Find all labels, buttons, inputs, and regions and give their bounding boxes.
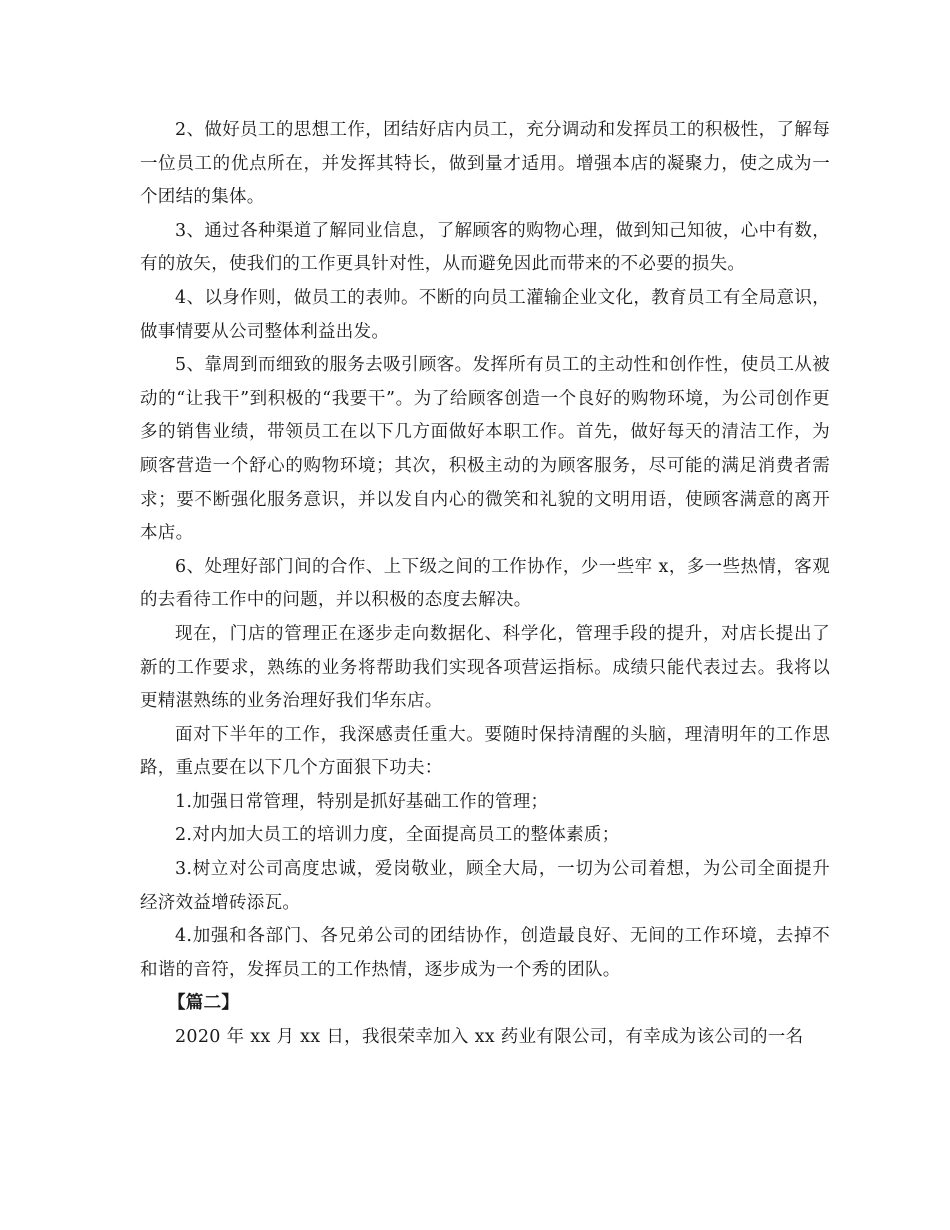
paragraph-current-status: 现在，门店的管理正在逐步走向数据化、科学化，管理手段的提升，对店长提出了新的工作要求，熟练的业务将帮助我们实现各项营运指标。成绩只能代表过去。我将以更精湛熟练的业务治理好我们华东店。 bbox=[140, 623, 830, 712]
paragraph-next-half-plan: 面对下半年的工作，我深感责任重大。要随时保持清醒的头脑，理清明年的工作思路，重点要在以下几个方面狠下功夫： bbox=[140, 724, 830, 779]
paragraph-item-4: 4、以身作则，做员工的表帅。不断的向员工灌输企业文化，教育员工有全局意识，做事情要从公司整体利益出发。 bbox=[140, 287, 830, 342]
paragraph-item-2: 2、做好员工的思想工作，团结好店内员工，充分调动和发挥员工的积极性，了解每一位员工的优点所在，并发挥其特长，做到量才适用。增强本店的凝聚力，使之成为一个团结的集体。 bbox=[140, 120, 830, 208]
plan-list-item-3: 3.树立对公司高度忠诚，爱岗敬业，顾全大局，一切为公司着想，为公司全面提升经济效益增砖添瓦。 bbox=[140, 859, 830, 913]
plan-list-item-2: 2.对内加大员工的培训力度，全面提高员工的整体素质； bbox=[175, 825, 620, 846]
document-body bbox=[140, 114, 830, 1055]
plan-list-item-4: 4.加强和各部门、各兄弟公司的团结协作，创造最良好、无间的工作环境，去掉不和谐的音符，发挥员工的工作热情，逐步成为一个秀的团队。 bbox=[140, 926, 830, 980]
plan-list-item-1: 1.加强日常管理，特别是抓好基础工作的管理； bbox=[175, 791, 549, 812]
closing-paragraph: 2020 年 xx 月 xx 日，我很荣幸加入 xx 药业有限公司，有幸成为该公司的一名 bbox=[175, 1027, 804, 1048]
paragraph-item-6: 6、处理好部门间的合作、上下级之间的工作协作，少一些牢 x，多一些热情，客观的去看待工作中的问题，并以积极的态度去解决。 bbox=[140, 556, 830, 611]
section-heading: 【篇二】 bbox=[168, 993, 240, 1014]
paragraph-item-3: 3、通过各种渠道了解同业信息，了解顾客的购物心理，做到知己知彼，心中有数，有的放矢，使我们的工作更具针对性，从而避免因此而带来的不必要的损失。 bbox=[140, 220, 830, 275]
paragraph-item-5: 5、靠周到而细致的服务去吸引顾客。发挥所有员工的主动性和创作性，使员工从被动的“让我干”到积极的“我要干”。为了给顾客创造一个良好的购物环境，为公司创作更多的销售业绩，带领员工在以下几方面做好本职工作。首先，做好每天的清洁工作，为顾客营造一个舒心的购物环境；其次，积极主动的为顾客服务，尽可能的满足消费者需求；要不断强化服务意识，并以发自内心的微笑和礼貌的文明用语，使顾客满意的离开本店。 bbox=[140, 355, 830, 544]
